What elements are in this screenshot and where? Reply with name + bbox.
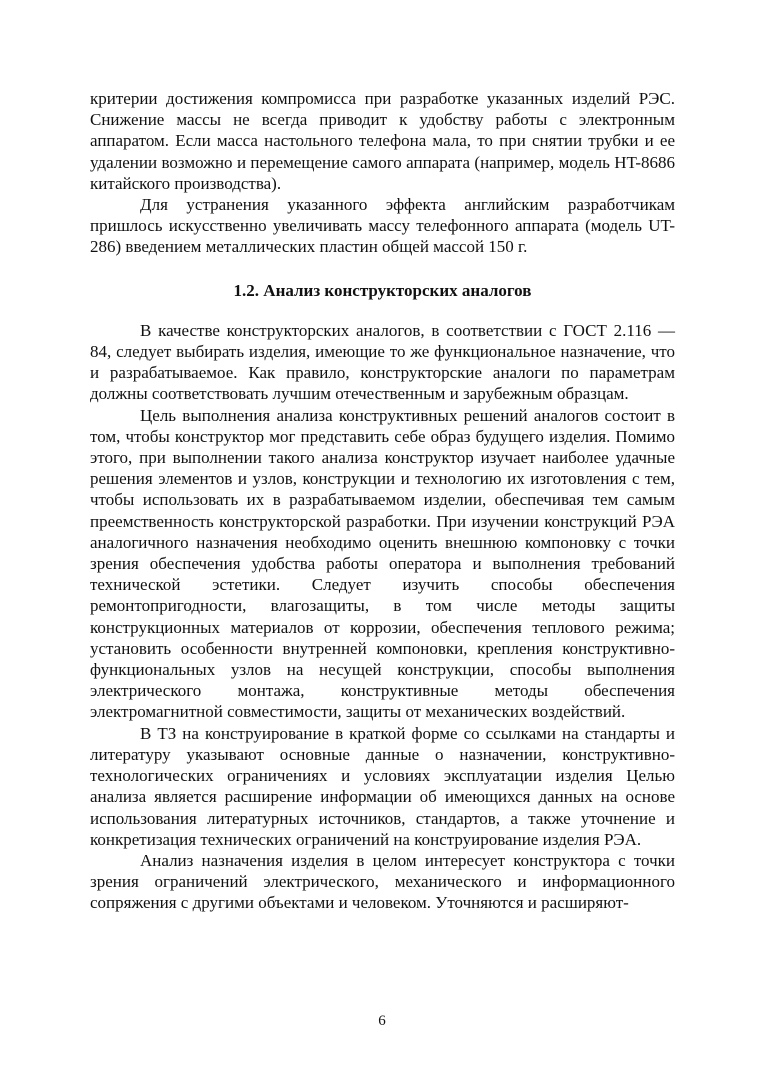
page-content	[90, 88, 675, 914]
paragraph-technical-spec: В ТЗ на конструирование в краткой форме со ссылками на стандарты и литературу указывают основные данные о назначении, конструктивно-технологических ограничениях и условиях эксплуатации изделия Целью анализа является расширение информации об имеющихся данных на основе использования литературных источников, стандартов, а также уточнение и конкретизация технических ограничений на конструирование изделия РЭА.	[90, 723, 675, 849]
paragraph-analog-selection: В качестве конструкторских аналогов, в соответствии с ГОСТ 2.116 — 84, следует выбирать изделия, имеющие то же функциональное назначение, что и разрабатываемое. Как правило, конструкторские аналоги по параметрам должны соответствовать лучшим отечественным и зарубежным образцам.	[90, 320, 675, 404]
paragraph-continuation: критерии достижения компромисса при разработке указанных изделий РЭС. Снижение массы не всегда приводит к удобству работы с электронным аппаратом. Если масса настольного телефона мала, то при снятии трубки и ее удалении возможно и перемещение самого аппарата (например, модель HT-8686 китайского производства).	[90, 89, 675, 193]
page-number: 6	[378, 1013, 386, 1029]
section-heading: 1.2. Анализ конструкторских аналогов	[233, 280, 532, 300]
paragraph-english-developers: Для устранения указанного эффекта английским разработчикам пришлось искусственно увеличивать массу телефонного аппарата (модель UT-286) введением металлических пластин общей массой 150 г.	[90, 195, 675, 257]
paragraph-analysis-goal: Цель выполнения анализа конструктивных решений аналогов состоит в том, чтобы конструктор мог представить себе образ будущего изделия. Помимо этого, при выполнении такого анализа конструктор изучает наиболее удачные решения элементов и узлов, конструкции и технологию их изготовления с тем, чтобы использовать их в разрабатываемом изделии, обеспечивая тем самым преемственность конструкторской разработки. При изучении конструкций РЭА аналогичного назначения необходимо оценить внешнюю компоновку с точки зрения обеспечения удобства работы оператора и выполнения требований технической эстетики. Следует изучить способы обеспечения ремонтопригодности, влагозащиты, в том числе методы защиты конструкционных материалов от коррозии, обеспечения теплового режима; установить особенности внутренней компоновки, крепления конструктивно-функциональных узлов на несущей конструкции, способы выполнения электрического монтажа, конструктивные методы обеспечения электромагнитной совместимости, защиты от механических воздействий.	[90, 405, 675, 722]
paragraph-purpose-analysis: Анализ назначения изделия в целом интересует конструктора с точки зрения ограничений электрического, механического и информационного сопряжения с другими объектами и человеком. Уточняются и расширяют-	[90, 850, 675, 913]
